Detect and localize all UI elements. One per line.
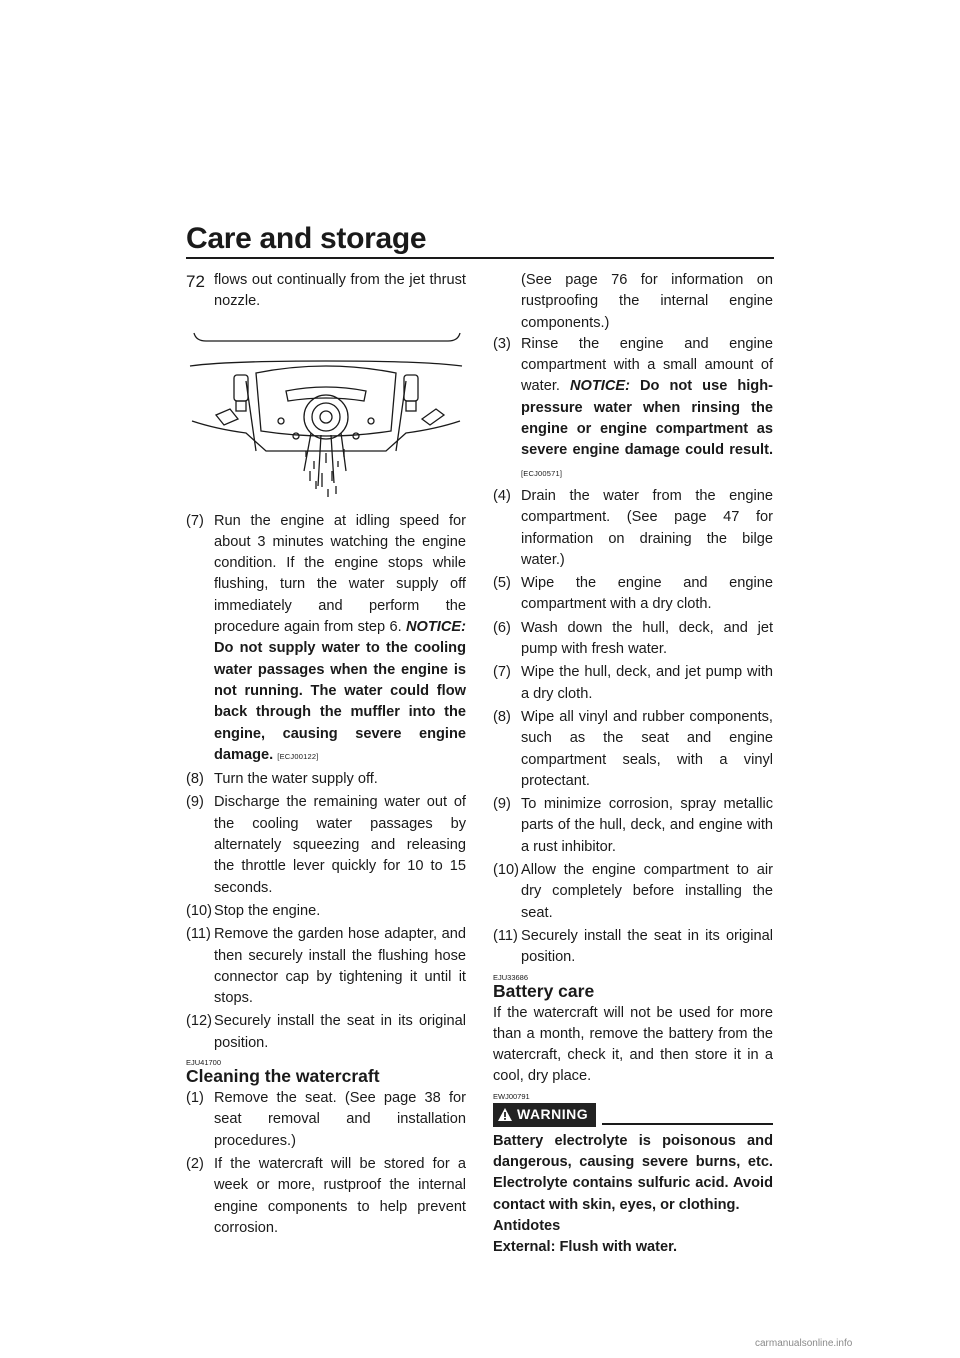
clean-step-8: (8) Wipe all vinyl and rubber components, such as the seat and engine compartment seals, with a vinyl protectant. bbox=[493, 708, 773, 789]
page-title: Care and storage bbox=[186, 222, 427, 255]
notice-label: NOTICE: bbox=[569, 378, 630, 395]
clean-step-9: (9) To minimize corrosion, spray metallic parts of the hull, deck, and engine with a rust inhibitor. bbox=[493, 796, 773, 855]
intro-text: flows out continually from the jet thrust nozzle. bbox=[214, 272, 466, 310]
antidotes-label: Antidotes bbox=[493, 1217, 561, 1234]
warning-code: EWJ00791 bbox=[493, 1091, 530, 1101]
warning-triangle-icon bbox=[497, 1107, 513, 1123]
page-number: 72 bbox=[186, 272, 205, 291]
clean-step-3: (3) Rinse the engine and engine compartment with a small amount of water. NOTICE: Do not use high-pressure water when rinsing the engine or engine compartment as severe engine damage could result. [ECJ00571] bbox=[493, 335, 773, 478]
section-heading-cleaning: Cleaning the watercraft bbox=[186, 1066, 380, 1087]
notice-code: [ECJ00122] bbox=[277, 751, 319, 761]
warning-text: Battery electrolyte is poisonous and dangerous, causing severe burns, etc. Electrolyte contains sulfuric acid. Avoid contact with skin, eyes, or clothing. bbox=[493, 1132, 773, 1213]
step-7: (7) Run the engine at idling speed for about 3 minutes watching the engine condition. If the engine stops while flushing, turn the water supply off immediately and perform the procedure again from step 6. NOTICE: Do not supply water to the cooling water passages when the engine is not running. The water could flow back through the muffler into the engine, causing severe engine damage. [ECJ00122] bbox=[186, 512, 466, 763]
flushing-illustration bbox=[186, 321, 466, 499]
battery-text: If the watercraft will not be used for more than a month, remove the battery from the watercraft, check it, and then store it in a cool, dry place. bbox=[493, 1004, 773, 1085]
clean-step-2: (2) If the watercraft will be stored for a week or more, rustproof the internal engine components to help prevent corrosion. bbox=[186, 1155, 466, 1236]
section-code: EJU33686 bbox=[493, 972, 529, 982]
step-9: (9) Discharge the remaining water out of the cooling water passages by alternately squeezing and releasing the throttle lever quickly for 10 to 15 seconds. bbox=[186, 794, 466, 896]
left-column bbox=[186, 270, 466, 1241]
clean-step-5: (5) Wipe the engine and engine compartment with a dry cloth. bbox=[493, 575, 773, 613]
clean-step-1: (1) Remove the seat. (See page 38 for seat removal and installation procedures.) bbox=[186, 1090, 466, 1149]
clean-step-7: (7) Wipe the hull, deck, and jet pump with a dry cloth. bbox=[493, 664, 773, 702]
right-column bbox=[493, 270, 773, 1258]
warning-header bbox=[493, 1103, 773, 1127]
clean-step-10: (10) Allow the engine compartment to air dry completely before installing the seat. bbox=[493, 862, 773, 921]
external-antidote: External: Flush with water. bbox=[493, 1239, 678, 1256]
notice-code: [ECJ00571] bbox=[521, 468, 563, 478]
step-11: (11) Remove the garden hose adapter, and then securely install the flushing hose connector cap by tightening it until it stops. bbox=[186, 926, 466, 1007]
step-10: (10) Stop the engine. bbox=[186, 902, 321, 919]
watermark: carmanualsonline.info bbox=[755, 1338, 853, 1349]
warning-badge: WARNING bbox=[493, 1103, 596, 1127]
section-code: EJU41700 bbox=[186, 1058, 222, 1068]
step-8: (8) Turn the water supply off. bbox=[186, 771, 378, 788]
notice-label: NOTICE: bbox=[406, 619, 466, 636]
clean-step-6: (6) Wash down the hull, deck, and jet pump with fresh water. bbox=[493, 619, 773, 658]
section-heading-battery: Battery care bbox=[493, 980, 595, 1001]
clean-step-11: (11) Securely install the seat in its original position. bbox=[493, 927, 773, 966]
continued-text: (See page 76 for information on rustproofing the internal engine components.) bbox=[521, 272, 773, 331]
title-rule bbox=[186, 257, 774, 259]
warning-rule bbox=[602, 1123, 773, 1125]
clean-step-4: (4) Drain the water from the engine compartment. (See page 47 for information on draining the bilge water.) bbox=[493, 487, 773, 568]
step-12: (12) Securely install the seat in its original position. bbox=[186, 1013, 466, 1051]
